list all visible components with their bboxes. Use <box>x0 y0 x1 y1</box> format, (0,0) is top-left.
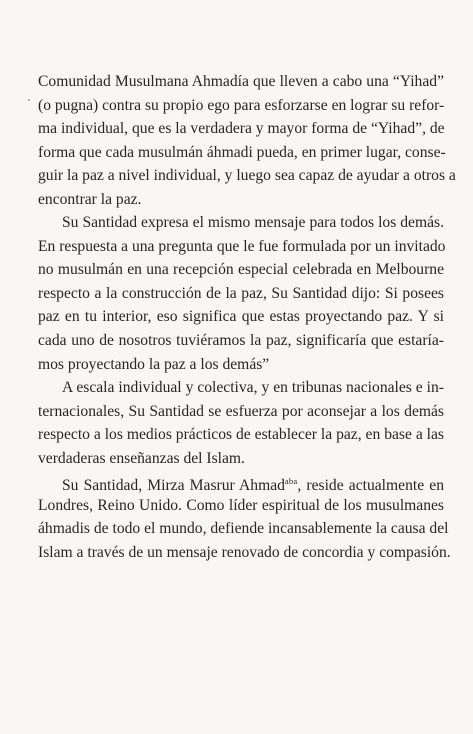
text-line: (o pugna) contra su propio ego para esforzarse en lograr su refor- <box>38 96 445 114</box>
text-line: forma que cada musulmán áhmadi pueda, en primer lugar, conse- <box>38 143 446 161</box>
honorific-superscript: aba <box>284 476 298 487</box>
text-line: mos proyectando la paz a los demás” <box>38 355 270 373</box>
text-line: áhmadis de todo el mundo, defiende incansablemente la causa del <box>38 520 449 538</box>
text-line: Comunidad Musulmana Ahmadía que lleven a cabo una “Yihad” <box>38 73 444 90</box>
text-line: encontrar la paz. <box>38 190 142 208</box>
text-fragment: Su Santidad, Mirza Masrur Ahmad <box>62 477 285 495</box>
text-line: ma individual, que es la verdadera y mayor forma de “Yihad”, de <box>38 120 445 138</box>
scan-speck <box>28 99 30 101</box>
text-line: no musulmán en una recepción especial celebrada en Melbourne <box>38 261 444 279</box>
text-fragment: , reside actualmente en <box>297 477 444 495</box>
text-line: Su Santidad expresa el mismo mensaje para todos los demás. <box>62 214 444 232</box>
text-line: En respuesta a una pregunta que le fue formulada por un invitado <box>38 237 446 255</box>
text-line-with-superscript <box>38 470 444 494</box>
text-line: respecto a la construcción de la paz, Su Santidad dijo: Si posees <box>38 284 444 302</box>
text-line: Londres, Reino Unido. Como líder espiritual de los musulmanes <box>38 496 444 514</box>
text-line: verdaderas enseñanzas del Islam. <box>38 449 245 467</box>
text-line: respecto a los medios prácticos de establecer la paz, en base a las <box>38 426 444 444</box>
body-text <box>38 70 456 564</box>
text-line: guir la paz a nivel individual, y luego sea capaz de ayudar a otros a <box>38 167 456 185</box>
text-line: A escala individual y colectiva, y en tribunas nacionales e in- <box>62 379 444 397</box>
text-line: ternacionales, Su Santidad se esfuerza por aconsejar a los demás <box>38 402 444 420</box>
text-line: paz en tu interior, eso significa que estas proyectando paz. Y si <box>38 308 444 326</box>
text-line: cada uno de nosotros tuviéramos la paz, significaría que estaría- <box>38 332 444 350</box>
text-line: Islam a través de un mensaje renovado de concordia y compasión. <box>38 543 451 561</box>
